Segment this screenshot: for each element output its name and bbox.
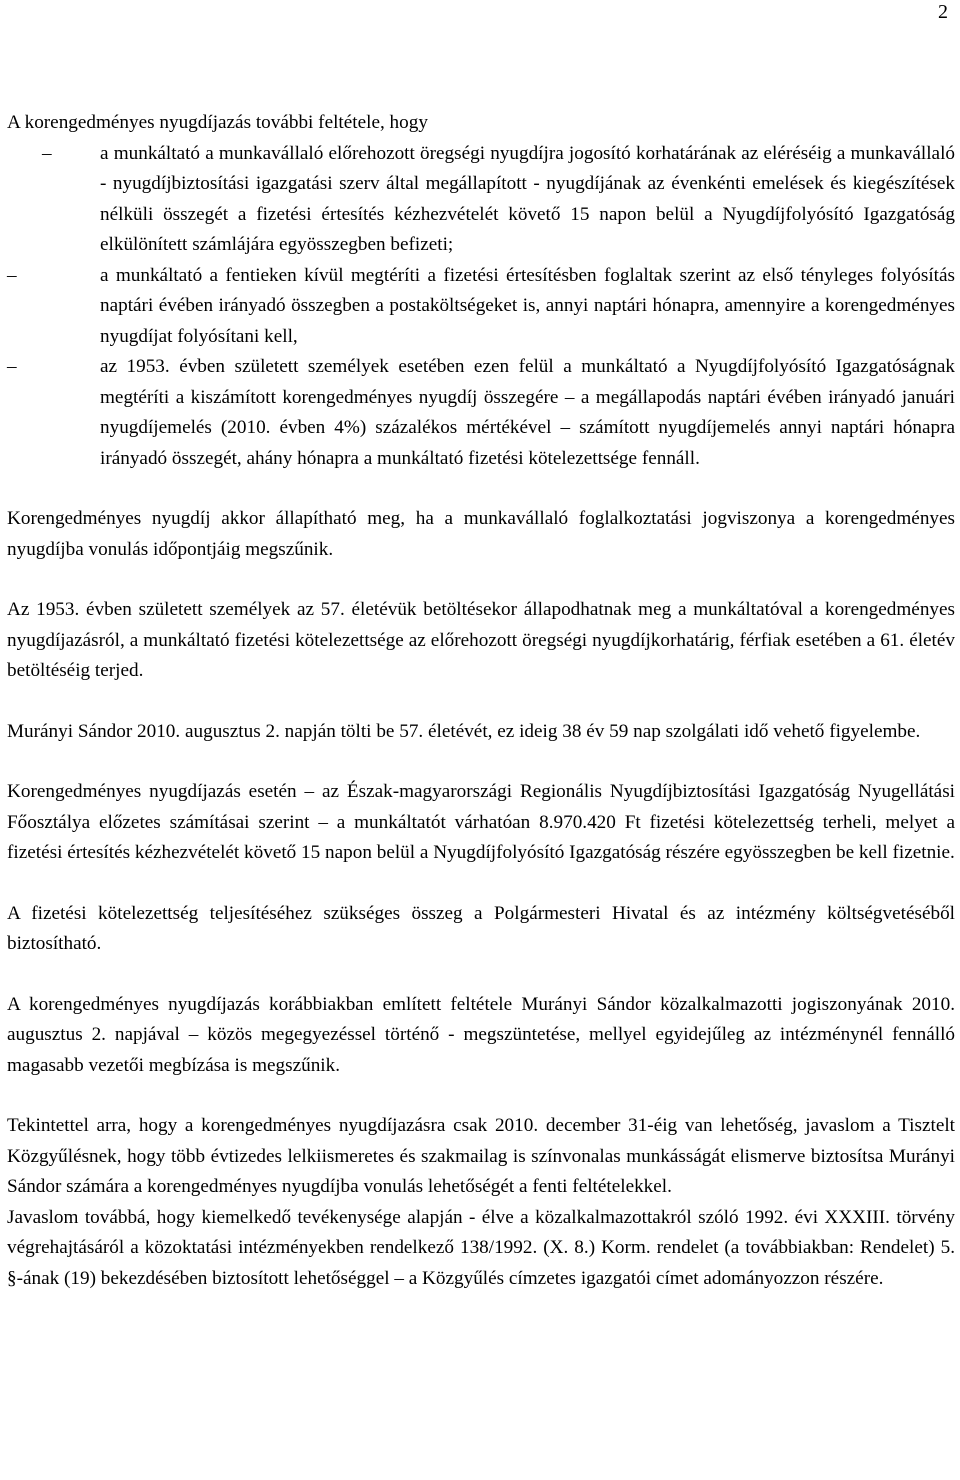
paragraph-eligibility: Korengedményes nyugdíj akkor állapítható meg, ha a munkavállaló foglalkoztatási jogviszonya a korengedményes nyugdíjba vonulás időpontjáig megszűnik. [7,508,955,560]
paragraph-funding: A fizetési kötelezettség teljesítéséhez szükséges összeg a Polgármesteri Hivatal és az intézmény költségvetéséből biztosítható. [7,902,955,954]
dash-bullet: – [7,356,17,377]
document-body [7,108,955,1294]
conditions-list [7,139,955,475]
condition-item [7,139,955,261]
condition-item [7,261,955,353]
dash-bullet: – [7,264,17,286]
paragraph-title-proposal: Javaslom továbbá, hogy kiemelkedő tevékenysége alapján - élve a közalkalmazottakról szóló 1992. évi XXXIII. törvény végrehajtásáról a közoktatási intézményekben rendelkező 138/1992. (X. 8.) Korm. rendelet (a továbbiakban: Rendelet) 5. §-ának (19) bekezdésében biztosított lehetőséggel – a Közgyűlés címzetes igazgatói címet adományozzon részére. [7,1206,955,1289]
paragraph-service-time: Murányi Sándor 2010. augusztus 2. napján tölti be 57. életévét, ez ideig 38 év 59 nap szolgálati idő vehető figyelembe. [7,720,921,742]
paragraph-payment-obligation: Korengedményes nyugdíjazás esetén – az Észak-magyarországi Regionális Nyugdíjbiztosítási Igazgatóság Nyugellátási Főosztálya előzetes számításai szerint – a munkáltatót várhatóan 8.970.420 Ft fizetési kötelezettség terheli, melyet a fizetési értesítés kézhezvételét követő 15 napon belül a Nyugdíjfolyósító Igazgatóság részére egyösszegben be kell fizetnie. [7,781,955,863]
condition-item [7,352,955,474]
paragraph-termination: A korengedményes nyugdíjazás korábbiakban említett feltétele Murányi Sándor közalkalmazotti jogiszonyának 2010. augusztus 2. napjával – közös megegyezéssel történő - megszüntetése, mellyel egyidejűleg az intézménynél fennálló magasabb vezetői megbízása is megszűnik. [7,993,955,1076]
intro-paragraph: A korengedményes nyugdíjazás további feltétele, hogy [7,112,428,133]
condition-text: a munkáltató a fentieken kívül megtéríti a fizetési értesítésben foglaltak szerint az első tényleges folyósítás naptári évében irányadó összegben a postaköltségeket is, annyi naptári hónapra, amennyire a korengedményes nyugdíjat folyósítani kell, [100,264,955,347]
paragraph-proposal: Tekintettel arra, hogy a korengedményes nyugdíjazásra csak 2010. december 31-éig van lehetőség, javaslom a Tisztelt Közgyűlésnek, hogy több évtizedes lelkiismeretes és szakmailag is színvonalas munkásságát elismerve biztosítsa Murányi Sándor számára a korengedményes nyugdíjba vonulás lehetőségét a fenti feltételekkel. [7,1115,955,1197]
condition-text: az 1953. évben született személyek esetében ezen felül a munkáltató a Nyugdíjfolyósító Igazgatóságnak megtéríti a kiszámított korengedményes nyugdíj összegére – a megállapodás naptári évében irányadó januári nyugdíjemelés (2010. évben 4%) százalékos mértékével – számított nyugdíjemelés annyi naptári hónapra irányadó összegét, ahány hónapra a munkáltató fizetési kötelezettsége fennáll. [100,356,955,469]
dash-bullet: – [42,142,52,164]
condition-text: a munkáltató a munkavállaló előrehozott öregségi nyugdíjra jogosító korhatárának az eléréséig a munkavállaló - nyugdíjbiztosítási igazgatási szerv által megállapított - nyugdíjának az évenkénti emelések és kiegészítések nélküli összegét a fizetési értesítés kézhezvételét követő 15 napon belül a Nyugdíjfolyósító Igazgatóság elkülönített számlájára egyösszegben befizeti; [100,142,955,255]
page-number: 2 [938,1,948,23]
paragraph-1953-born: Az 1953. évben született személyek az 57. életévük betöltésekor állapodhatnak meg a munkáltatóval a korengedményes nyugdíjazásról, a munkáltató fizetési kötelezettsége az előrehozott öregségi nyugdíjkorhatárig, férfiak esetében a 61. életév betöltéséig terjed. [7,599,955,681]
